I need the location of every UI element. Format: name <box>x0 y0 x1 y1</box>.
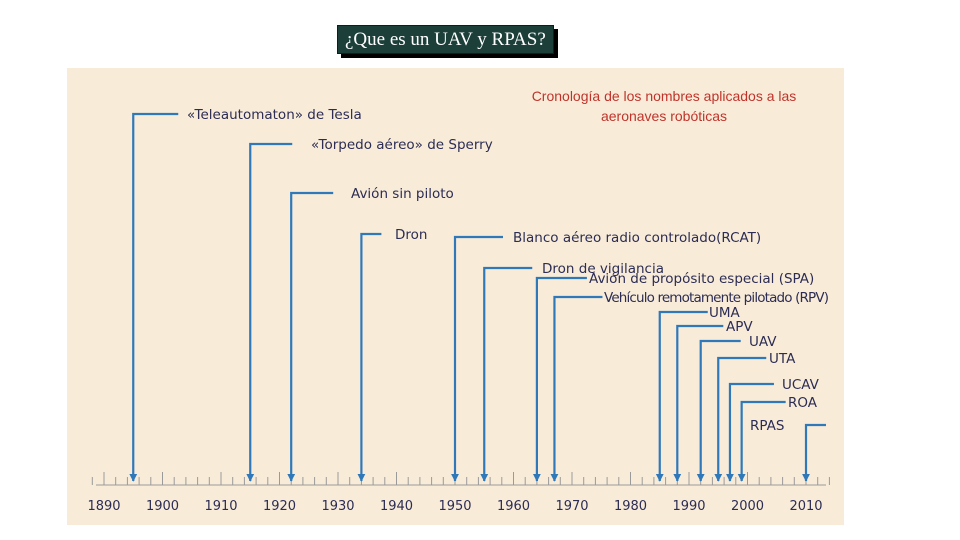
event-label: «Torpedo aéreo» de Sperry <box>311 137 493 153</box>
event-arrow <box>742 402 786 481</box>
axis-tick-label: 2000 <box>730 499 765 514</box>
event-label: Avión de propósito especial (SPA) <box>589 271 815 287</box>
event-arrow <box>537 278 587 481</box>
axis-tick-label: 1900 <box>145 499 180 514</box>
axis-tick-label: 1920 <box>262 499 297 514</box>
event-label: UCAV <box>782 377 819 393</box>
axis-tick-label: 2010 <box>789 499 823 514</box>
axis-tick-label: 1910 <box>204 499 238 514</box>
event-label: UAV <box>749 334 777 350</box>
event-arrow <box>250 144 292 481</box>
event-label: «Teleautomaton» de Tesla <box>187 107 362 123</box>
axis-tick-label: 1950 <box>438 499 472 514</box>
event-label: Blanco aéreo radio controlado(RCAT) <box>513 230 762 246</box>
event-arrow <box>806 425 826 481</box>
event-label: Vehículo remotamente pilotado (RPV) <box>604 290 829 306</box>
axis-tick-label: 1890 <box>87 499 121 514</box>
axis-tick-label: 1960 <box>496 499 531 514</box>
event-arrow <box>455 237 503 481</box>
event-label: Avión sin piloto <box>351 186 454 202</box>
axis-tick-label: 1970 <box>555 499 589 514</box>
timeline-subtitle: Cronología de los nombres aplicados a las aeronaves robóticas <box>531 88 797 124</box>
event-arrow <box>701 341 741 481</box>
axis-tick-label: 1980 <box>613 499 648 514</box>
event-label: APV <box>726 319 753 335</box>
event-arrow <box>133 114 178 481</box>
axis-tick-label: 1990 <box>672 499 706 514</box>
timeline-events <box>133 107 829 481</box>
event-arrow <box>361 234 381 481</box>
event-label: UMA <box>709 305 740 321</box>
event-label: Dron de vigilancia <box>542 261 665 277</box>
event-arrow <box>484 268 532 481</box>
event-label: ROA <box>788 395 818 411</box>
event-label: Dron <box>395 227 428 243</box>
axis-tick-label: 1940 <box>379 499 414 514</box>
event-arrow <box>291 193 333 481</box>
axis-tick-label: 1930 <box>321 499 355 514</box>
event-label: UTA <box>769 351 796 367</box>
event-label: RPAS <box>750 418 785 434</box>
slide-title: ¿Que es un UAV y RPAS? <box>337 25 554 54</box>
event-arrow <box>554 297 602 481</box>
